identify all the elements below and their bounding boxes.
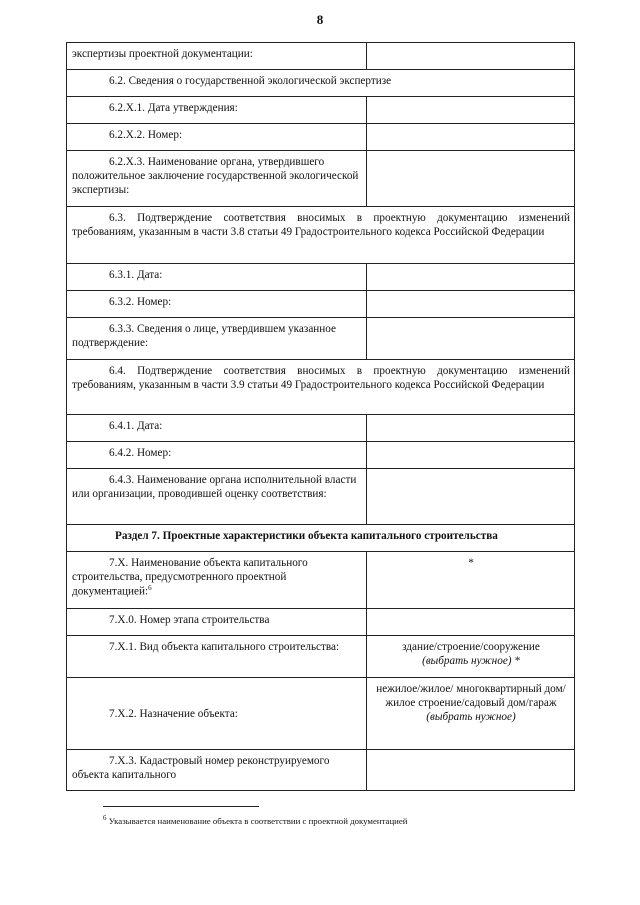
value-cell[interactable] (367, 415, 575, 442)
table-row (67, 415, 575, 442)
value-cell[interactable] (367, 264, 575, 291)
row-label: 6.2.Х.1. Дата утверждения: (67, 97, 367, 124)
table-row (67, 469, 575, 525)
table-row (67, 318, 575, 360)
footnote-divider (103, 806, 259, 807)
table-row (67, 360, 575, 415)
table-row (67, 291, 575, 318)
page-number: 8 (316, 12, 324, 27)
value-note: (выбрать нужное) * (422, 655, 520, 667)
row-label: экспертизы проектной документации: (67, 43, 367, 70)
value-cell[interactable] (367, 291, 575, 318)
table-row (67, 442, 575, 469)
row-label: 6.4.1. Дата: (67, 415, 367, 442)
value-cell[interactable] (367, 43, 575, 70)
table-row (67, 636, 575, 678)
table-row (67, 609, 575, 636)
value-cell[interactable] (367, 318, 575, 360)
subsection-heading: 6.3. Подтверждение соответствия вносимых в проектную документацию изменений требованиям, указанным в части 3.8 статьи 49 Градостроительного кодекса Российской Федерации (67, 207, 575, 264)
value-cell[interactable] (367, 469, 575, 525)
row-label-text: 7.Х. Наименование объекта капитального строительства, предусмотренного проектной документацией: (72, 557, 308, 598)
value-cell[interactable] (367, 97, 575, 124)
row-label: 7.Х.0. Номер этапа строительства (67, 609, 367, 636)
table-row (67, 207, 575, 264)
value-options: здание/строение/сооружение (402, 641, 540, 653)
form-table (66, 42, 575, 791)
table-row (67, 151, 575, 207)
row-label: 7.Х.3. Кадастровый номер реконструируемого объекта капитального (67, 750, 367, 791)
row-label: 6.3.3. Сведения о лице, утвердившем указанное подтверждение: (67, 318, 367, 360)
table-row (67, 70, 575, 97)
table-row (67, 525, 575, 552)
value-cell[interactable] (367, 609, 575, 636)
row-label: 6.3.1. Дата: (67, 264, 367, 291)
table-row (67, 552, 575, 609)
row-label: 6.2.Х.3. Наименование органа, утвердившего положительное заключение государственной экологической экспертизы: (67, 151, 367, 207)
row-label (67, 552, 367, 609)
table-row (67, 124, 575, 151)
value-cell[interactable]: * (367, 552, 575, 609)
row-label: 6.4.2. Номер: (67, 442, 367, 469)
footnote-ref: 6 (148, 584, 152, 592)
table-row (67, 678, 575, 750)
footnote-text: Указывается наименование объекта в соответствии с проектной документацией (108, 815, 408, 826)
value-options: нежилое/жилое/ многоквартирный дом/жилое строение/садовый дом/гараж (376, 683, 566, 709)
row-label: 7.Х.1. Вид объекта капитального строительства: (67, 636, 367, 678)
subsection-heading: 6.2. Сведения о государственной экологической экспертизе (67, 70, 575, 97)
table-row (67, 264, 575, 291)
value-cell[interactable] (367, 124, 575, 151)
section-heading: Раздел 7. Проектные характеристики объекта капитального строительства (67, 525, 575, 552)
row-label: 7.Х.2. Назначение объекта: (67, 678, 367, 750)
row-label: 6.4.3. Наименование органа исполнительной власти или организации, проводившей оценку соответствия: (67, 469, 367, 525)
value-cell[interactable] (367, 636, 575, 678)
value-cell[interactable] (367, 442, 575, 469)
footnote-marker: 6 (103, 814, 107, 822)
value-cell[interactable] (367, 151, 575, 207)
value-cell[interactable] (367, 750, 575, 791)
table-row (67, 43, 575, 70)
subsection-heading: 6.4. Подтверждение соответствия вносимых в проектную документацию изменений требованиям, указанным в части 3.9 статьи 49 Градостроительного кодекса Российской Федерации (67, 360, 575, 415)
value-cell[interactable] (367, 678, 575, 750)
table-row (67, 750, 575, 791)
table-row (67, 97, 575, 124)
footnote (103, 814, 573, 827)
row-label: 6.3.2. Номер: (67, 291, 367, 318)
row-label: 6.2.Х.2. Номер: (67, 124, 367, 151)
value-note: (выбрать нужное) (426, 711, 516, 723)
